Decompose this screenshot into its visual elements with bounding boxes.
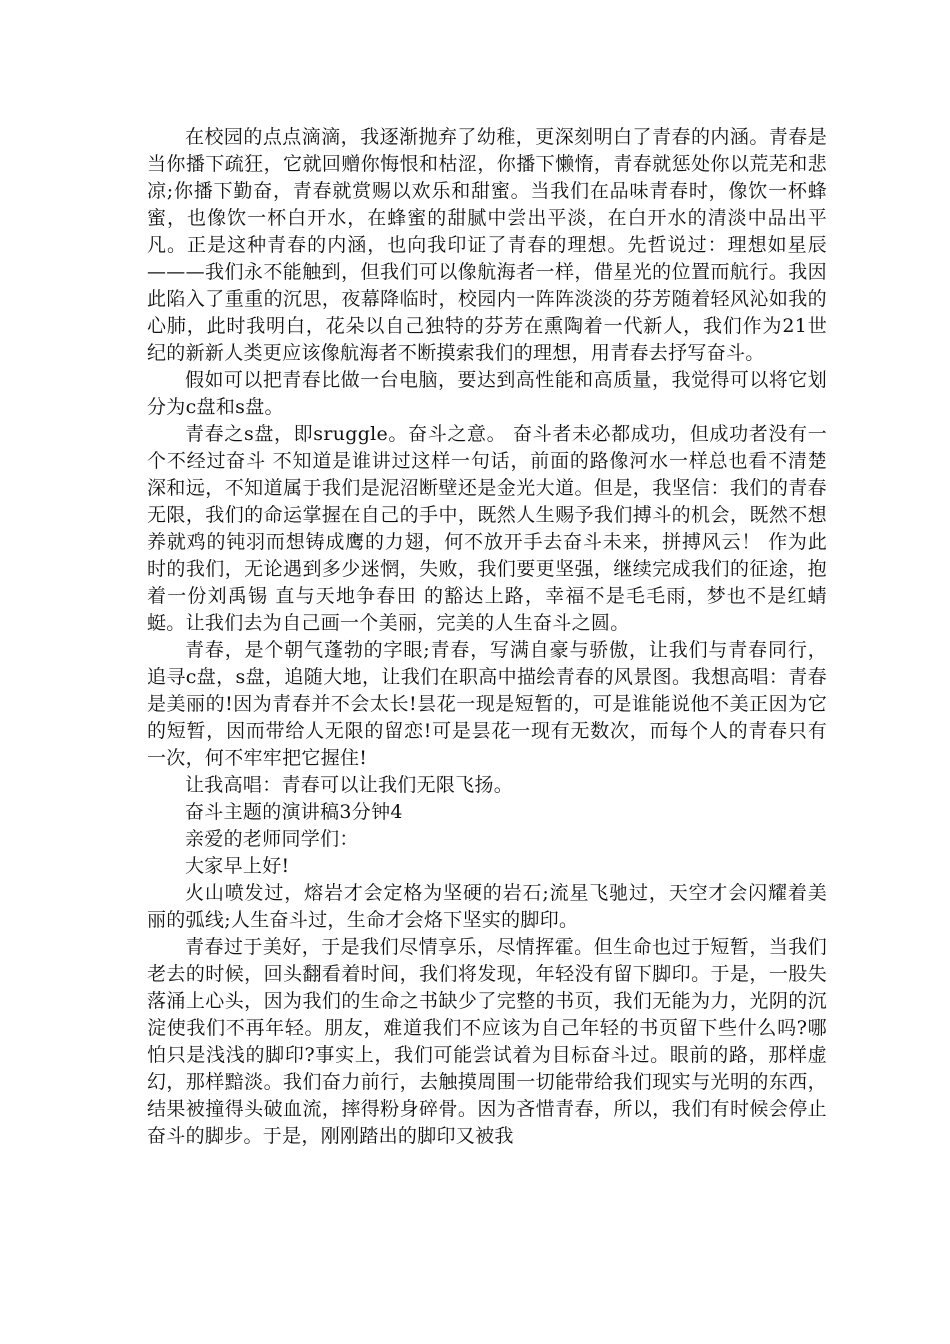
paragraph-youth-too-beautiful: 青春过于美好，于是我们尽情享乐，尽情挥霍。但生命也过于短暂，当我们老去的时候，回头翻看着时间，我们将发现，年轻没有留下脚印。于是，一股失落涌上心头，因为我们的生命之书缺少了完整的书页，我们无能为力，光阴的沉淀使我们不再年轻。朋友，难道我们不应该为自己年轻的书页留下些什么吗?哪怕只是浅浅的脚印?事实上，我们可能尝试着为目标奋斗过。眼前的路，那样虚幻，那样黯淡。我们奋力前行，去触摸周围一切能带给我们现实与光明的东西，结果被撞得头破血流，摔得粉身碎骨。因为吝惜青春，所以，我们有时候会停止奋斗的脚步。于是，刚刚踏出的脚印又被我: [147, 936, 827, 1147]
document-body: [147, 124, 827, 1150]
paragraph-sing-aloud: 让我高唱：青春可以让我们无限飞扬。: [185, 774, 514, 796]
paragraph-youth-song: 青春，是个朝气蓬勃的字眼;青春，写满自豪与骄傲，让我们与青春同行，追寻c盘，s盘，追随大地，让我们在职高中描绘青春的风景图。我想高唱：青春是美丽的!因为青春并不会太长!昙花一现是短暂的，可是谁能说他不美正因为它的短暂，因而带给人无限的留恋!可是昙花一现有无数次，而每个人的青春只有一次，何不牢牢把它握住!: [147, 639, 827, 769]
paragraph-s-drive-struggle: 青春之s盘，即sruggle。奋斗之意。 奋斗者未必都成功，但成功者没有一个不经过奋斗 不知道是谁讲过这样一句话，前面的路像河水一样总也看不清楚深和远，不知道属于我们是泥沼断壁还是金光大道。但是，我坚信：我们的青春无限，我们的命运掌握在自己的手中，既然人生赐予我们搏斗的机会，既然不想养就鸡的钝羽而想铸成鹰的力翅，何不放开手去奋斗未来，拼搏风云！ 作为此时的我们，无论遇到多少迷惘，失败，我们要更坚强，继续完成我们的征途，抱着一份刘禹锡 直与天地争春田 的豁达上路，幸福不是毛毛雨，梦也不是红蜻蜓。让我们去为自己画一个美丽，完美的人生奋斗之圆。: [147, 423, 827, 634]
paragraph-campus-youth: 在校园的点点滴滴，我逐渐抛弃了幼稚，更深刻明白了青春的内涵。青春是当你播下疏狂，它就回赠你悔恨和枯涩，你播下懒惰，青春就惩处你以荒芜和悲凉;你播下勤奋，青春就赏赐以欢乐和甜蜜。当我们在品味青春时，像饮一杯蜂蜜，也像饮一杯白开水，在蜂蜜的甜腻中尝出平淡，在白开水的清淡中品出平凡。正是这种青春的内涵，也向我印证了青春的理想。先哲说过：理想如星辰———我们永不能触到，但我们可以像航海者一样，借星光的位置而航行。我因此陷入了重重的沉思，夜幕降临时，校园内一阵阵淡淡的芬芳随着轻风沁如我的心肺，此时我明白，花朵以自己独特的芬芳在熏陶着一代新人，我们作为21世纪的新新人类更应该像航海者不断摸索我们的理想，用青春去抒写奋斗。: [147, 126, 827, 364]
paragraph-volcano: 火山喷发过，熔岩才会定格为坚硬的岩石;流星飞驰过，天空才会闪耀着美丽的弧线;人生奋斗过，生命才会烙下坚实的脚印。: [147, 882, 827, 931]
speech-salutation: 亲爱的老师同学们：: [185, 828, 359, 850]
speech-greeting: 大家早上好!: [185, 855, 290, 877]
paragraph-computer-metaphor: 假如可以把青春比做一台电脑，要达到高性能和高质量，我觉得可以将它划分为c盘和s盘。: [147, 369, 827, 418]
speech-heading: 奋斗主题的演讲稿3分钟4: [185, 801, 403, 823]
